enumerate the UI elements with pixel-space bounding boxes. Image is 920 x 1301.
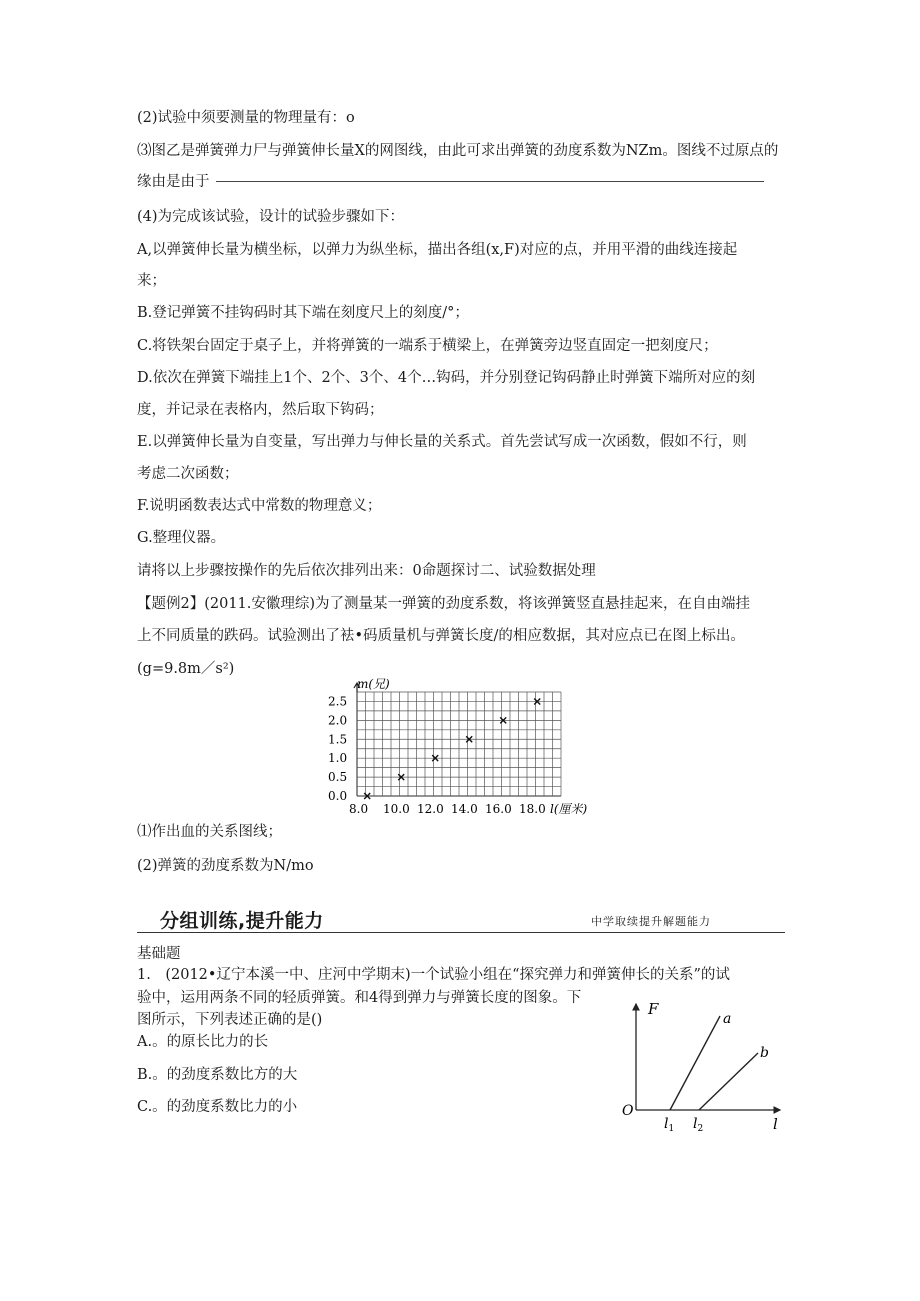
text-line: 验中，运用两条不同的轻质弹簧。和4得到弹力与弹簧长度的图象。下 xyxy=(137,990,582,1006)
diagram-tick2-label: $l_2$ xyxy=(693,1116,704,1134)
text-line: (2)弹簧的劲度系数为N/mo xyxy=(137,858,314,874)
y-tick-label: 0.0 xyxy=(328,789,348,803)
diagram-line-b-label: b xyxy=(760,1045,769,1061)
text-line: B.。的劲度系数比方的大 xyxy=(137,1067,298,1083)
text-line: A,以弹簧伸长量为横坐标，以弹力为纵坐标，描出各组(x,F)对应的点，并用平滑的曲线连接起 xyxy=(137,242,738,258)
text-line: 缘由是由于 xyxy=(137,174,210,190)
text-line: 度，并记录在表格内，然后取下钩码； xyxy=(137,402,384,418)
force-length-diagram xyxy=(620,998,790,1138)
section-subtitle: 中学取续提升解题能力 xyxy=(591,915,711,928)
text-line: (g=9.8m／s²) xyxy=(137,661,235,677)
diagram-x-label: l xyxy=(773,1115,778,1133)
text-line: 考虑二次函数； xyxy=(137,466,239,482)
diagram-origin-label: O xyxy=(622,1103,634,1119)
section-marker xyxy=(137,906,149,926)
text-line: G.整理仪器。 xyxy=(137,530,226,546)
text-line: (4)为完成该试验，设计的试验步骤如下： xyxy=(137,209,405,225)
x-tick-label: 18.0 xyxy=(519,802,546,816)
y-tick-label: 0.5 xyxy=(328,770,348,785)
text-line: F.说明函数表达式中常数的物理意义； xyxy=(137,498,382,514)
chart-ticks xyxy=(328,694,546,816)
y-tick-label: 1.0 xyxy=(328,751,348,766)
section-title: 分组训练,提升能力 xyxy=(160,910,324,932)
text-line: ⑶图乙是弹簧弹力尸与弹簧伸长量X的网图线，由此可求出弹簧的劲度系数为NZm。图线不过原点的 xyxy=(137,143,779,159)
x-tick-label: 12.0 xyxy=(417,802,444,816)
chart-y-label: m(兄) xyxy=(357,677,390,691)
chart-grid xyxy=(354,683,561,796)
text-line: 请将以上步骤按操作的先后依次排列出来：0命题探讨二、试验数据处理 xyxy=(137,563,596,579)
chart-x-label: l(厘米) xyxy=(550,802,588,816)
x-tick-label: 16.0 xyxy=(485,802,512,816)
diagram-y-label: F xyxy=(648,1000,659,1018)
text-line: B.登记弹簧不挂钩码时其下端在刻度尺上的刻度/°； xyxy=(137,305,469,321)
text-line: 图所示，下列表述正确的是() xyxy=(137,1012,323,1028)
section-divider xyxy=(137,932,785,933)
text-line: A.。的原长比力的长 xyxy=(137,1034,269,1050)
text-line: 基础题 xyxy=(137,946,181,962)
text-line: 【题例2】(2011.安徽理综)为了测量某一弹簧的劲度系数，将该弹簧竖直悬挂起来，在自由端挂 xyxy=(137,596,751,612)
answer-blank-line xyxy=(216,181,764,182)
text-line: ⑴作出血的关系图线； xyxy=(137,824,282,840)
text-line: 1. (2012•辽宁本溪一中、庄河中学期末)一个试验小组在“探究弹力和弹簧伸长的关系”的试 xyxy=(137,967,730,983)
y-tick-label: 2.5 xyxy=(328,694,348,709)
text-line: C.。的劲度系数比力的小 xyxy=(137,1099,298,1115)
text-line: 上不同质量的跌码。试验测出了袪•码质量机与弹簧长度/的相应数据，其对应点已在图上标出。 xyxy=(137,628,745,644)
text-line: C.将铁架台固定于桌子上，并将弹簧的一端系于横梁上，在弹簧旁边竖直固定一把刻度尺； xyxy=(137,338,718,354)
x-tick-label: 8.0 xyxy=(349,802,369,816)
text-line: D.依次在弹簧下端挂上1个、2个、3个、4个…钩码，并分别登记钩码静止时弹簧下端所对应的刻 xyxy=(137,370,756,386)
diagram-line-a xyxy=(670,1016,720,1110)
text-line: 来； xyxy=(137,273,166,289)
y-tick-label: 1.5 xyxy=(328,732,348,747)
mass-length-chart xyxy=(320,672,600,822)
text-line: E.以弹簧伸长量为自变量，写出弹力与伸长量的关系式。首先尝试写成一次函数，假如不行，则 xyxy=(137,434,747,450)
text-line: (2)试验中须要测量的物理量有：o xyxy=(137,110,355,126)
diagram-line-b xyxy=(699,1053,758,1110)
diagram-line-a-label: a xyxy=(723,1011,732,1027)
x-tick-label: 10.0 xyxy=(383,802,410,816)
diagram-tick1-label: $l_1$ xyxy=(664,1116,675,1134)
x-tick-label: 14.0 xyxy=(451,802,478,816)
y-tick-label: 2.0 xyxy=(328,713,348,728)
